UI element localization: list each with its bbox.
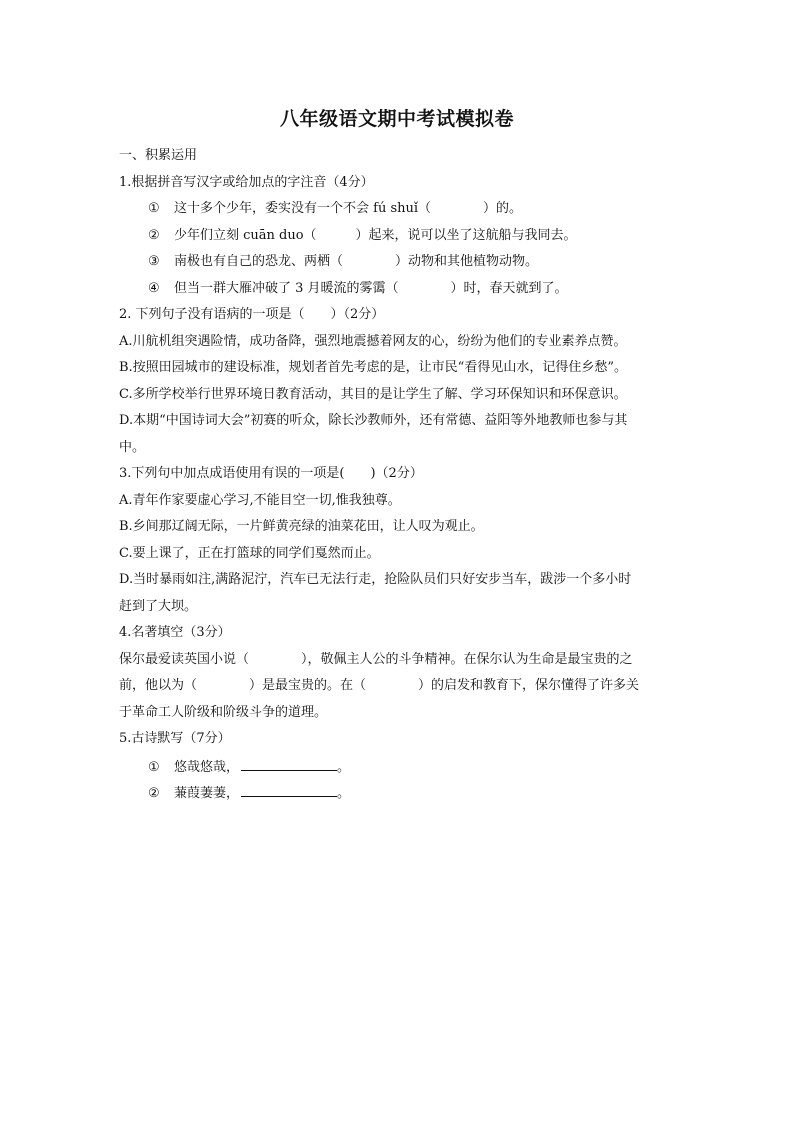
- item-number: ②: [148, 228, 160, 243]
- question-4-heading: 4.名著填空（3分）: [119, 625, 231, 640]
- question-2-heading: 2. 下列句子没有语病的一项是（ ）（2分）: [119, 307, 385, 322]
- item-number: ④: [148, 281, 160, 296]
- item-text: 少年们立刻 cuān duo（ ）起来，说可以坐了这航船与我同去。: [174, 228, 577, 243]
- question-3-option-continued: 赶到了大坝。: [119, 599, 198, 614]
- item-number: ①: [148, 760, 160, 775]
- item-text: 南极也有自己的恐龙、两栖（ ）动物和其他植物动物。: [174, 254, 539, 269]
- section-heading: 一、积累运用: [119, 148, 198, 163]
- item-text: 悠哉悠哉，: [174, 760, 240, 775]
- item-text: 蒹葭萋萋，: [174, 786, 240, 801]
- item-text: 但当一群大雁冲破了 3 月暖流的雾霭（ ）时，春天就到了。: [174, 281, 568, 296]
- question-1-item: [148, 252, 708, 272]
- question-1-item: [148, 279, 708, 299]
- question-3-option: A.青年作家要虚心学习,不能目空一切,惟我独尊。: [119, 493, 401, 508]
- question-4-text: 前，他以为（ ）是最宝贵的。在（ ）的启发和教育下，保尔懂得了许多关: [119, 678, 640, 693]
- question-5-item: [148, 782, 708, 804]
- question-2-option: D.本期“中国诗词大会”初赛的听众，除长沙教师外，还有常德、益阳等外地教师也参与其: [119, 413, 628, 428]
- question-5-item: [148, 756, 708, 778]
- question-2-option: B.按照田园城市的建设标准，规划者首先考虑的是，让市民“看得见山水，记得住乡愁”。: [119, 360, 627, 375]
- item-end: 。: [337, 760, 351, 775]
- question-4-text: 保尔最爱读英国小说（ ），敬佩主人公的斗争精神。在保尔认为生命是最宝贵的之: [119, 652, 633, 667]
- item-number: ②: [148, 786, 160, 801]
- question-5-heading: 5.古诗默写（7分）: [119, 731, 231, 746]
- question-2-option-continued: 中。: [119, 440, 146, 455]
- question-3-option: B.乡间那辽阔无际，一片鲜黄亮绿的油菜花田，让人叹为观止。: [119, 519, 484, 534]
- item-end: 。: [337, 786, 351, 801]
- item-text: 这十多个少年，委实没有一个不会 fú shuǐ（ ）的。: [174, 201, 523, 216]
- question-3-option: C.要上课了，正在打篮球的同学们戛然而止。: [119, 546, 380, 561]
- page-title: 八年级语文期中考试模拟卷: [279, 108, 514, 130]
- question-1-heading: 1.根据拼音写汉字或给加点的字注音（4分）: [119, 175, 374, 190]
- answer-blank[interactable]: [241, 782, 337, 797]
- question-2-option: C.多所学校举行世界环境日教育活动，其目的是让学生了解、学习环保知识和环保意识。: [119, 387, 627, 402]
- answer-blank[interactable]: [241, 756, 337, 771]
- question-4-text: 于革命工人阶级和阶级斗争的道理。: [119, 705, 328, 720]
- item-number: ③: [148, 254, 160, 269]
- question-1-item: [148, 226, 708, 246]
- question-3-heading: 3.下列句中加点成语使用有误的一项是( )（2分）: [119, 466, 423, 481]
- question-1-item: [148, 199, 708, 219]
- question-3-option: D.当时暴雨如注,满路泥泞，汽车已无法行走，抢险队员们只好安步当车，跋涉一个多小时: [119, 572, 632, 587]
- question-2-option: A.川航机组突遇险情，成功备降，强烈地震撼着网友的心，纷纷为他们的专业素养点赞。: [119, 334, 627, 349]
- item-number: ①: [148, 201, 160, 216]
